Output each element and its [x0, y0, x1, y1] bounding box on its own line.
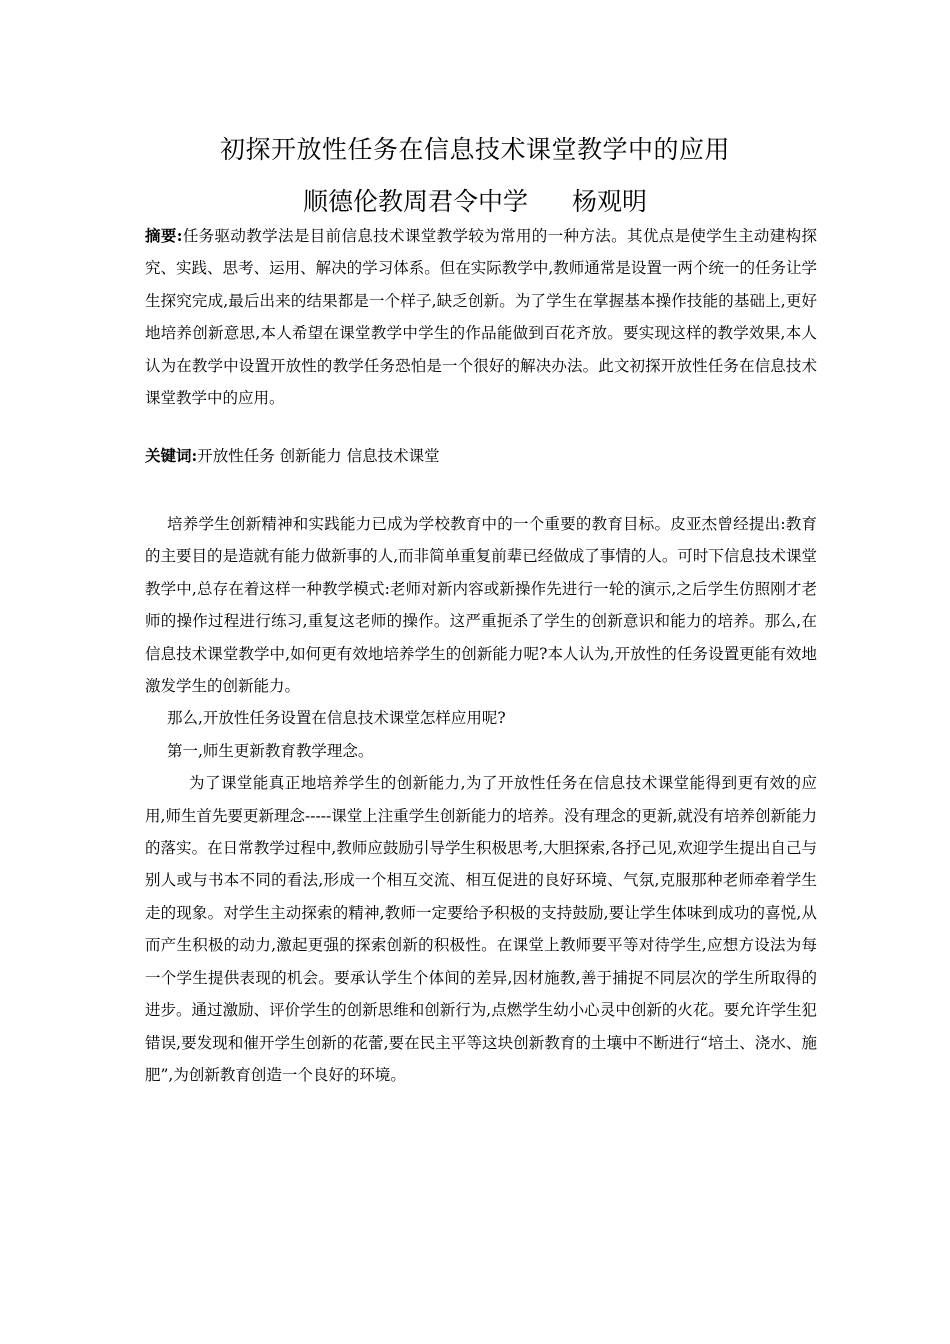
author-name: 杨观明 [572, 187, 648, 216]
abstract-text: 任务驱动教学法是目前信息技术课堂教学较为常用的一种方法。其优点是使学生主动建构探究、实践、思考、运用、解决的学习体系。但在实际教学中,教师通常是设置一两个统一的任务让学生探究完成,最后出来的结果都是一个样子,缺乏创新。为了学生在掌握基本操作技能的基础上,更好地培养创新意思,本人希望在课堂教学中学生的作品能做到百花齐放。要实现这样的教学效果,本人认为在教学中设置开放性的教学任务恐怕是一个很好的解决办法。此文初探开放性任务在信息技术课堂教学中的应用。 [145, 227, 817, 408]
keywords-text: 开放性任务 创新能力 信息技术课堂 [197, 447, 440, 465]
body-text [145, 508, 817, 1091]
document-title: 初探开放性任务在信息技术课堂教学中的应用 [219, 135, 730, 164]
keywords-label: 关键词: [145, 446, 198, 465]
author-line [0, 182, 950, 222]
section-heading: 第一,师生更新教育教学理念。 [167, 741, 374, 760]
abstract-label: 摘要: [145, 226, 183, 245]
keywords-section [145, 440, 817, 472]
body-paragraph: 为了课堂能真正地培养学生的创新能力,为了开放性任务在信息技术课堂能得到更有效的应用,师生首先要更新理念-----课堂上注重学生创新能力的培养。没有理念的更新,就没有培养创新能力的落实。在日常教学过程中,教师应鼓励引导学生积极思考,大胆探索,各抒己见,欢迎学生提出自己与别人或与书本不同的看法,形成一个相互交流、相互促进的良好环境、气氛,克服那种老师牵着学生走的现象。对学生主动探索的精神,教师一定要给予积极的支持鼓励,要让学生体味到成功的喜悦,从而产生积极的动力,激起更强的探索创新的积极性。在课堂上教师要平等对待学生,应想方设法为每一个学生提供表现的机会。要承认学生个体间的差异,因材施教,善于捕捉不同层次的学生所取得的进步。通过激励、评价学生的创新思维和创新行为,点燃学生幼小心灵中创新的火花。要允许学生犯错误,要发现和催开学生创新的花蕾,要在民主平等这块创新教育的土壤中不断进行“培土、浇水、施肥”,为创新教育创造一个良好的环境。 [145, 774, 817, 1084]
body-paragraph: 那么,开放性任务设置在信息技术课堂怎样应用呢? [167, 709, 506, 728]
school-name: 顺德伦教周君令中学 [302, 187, 528, 216]
abstract-section [145, 220, 817, 414]
body-paragraph: 培养学生创新精神和实践能力已成为学校教育中的一个重要的教育目标。皮亚杰曾经提出:教育的主要目的是造就有能力做新事的人,而非简单重复前辈已经做成了事情的人。可时下信息技术课堂教学中,总存在着这样一种教学模式:老师对新内容或新操作先进行一轮的演示,之后学生仿照刚才老师的操作过程进行练习,重复这老师的操作。这严重扼杀了学生的创新意识和能力的培养。那么,在信息技术课堂教学中,如何更有效地培养学生的创新能力呢?本人认为,开放性的任务设置更能有效地激发学生的创新能力。 [145, 515, 817, 696]
